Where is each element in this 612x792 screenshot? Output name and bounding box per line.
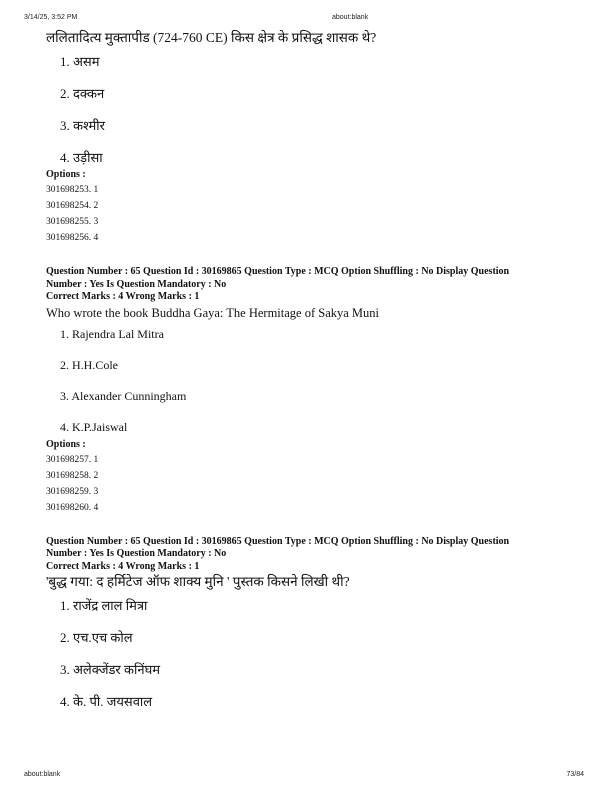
option-code: 301698254. 2: [46, 201, 99, 211]
option-3: 3. अलेक्जेंडर कनिंघम: [60, 662, 161, 677]
question-marks: Correct Marks : 4 Wrong Marks : 1: [46, 291, 200, 302]
option-code: 301698257. 1: [46, 454, 99, 465]
question-meta-line: Question Number : 65 Question Id : 30169865 Question Type : MCQ Option Shuffling : No Display Question: [46, 266, 510, 277]
option-code: 301698255. 3: [46, 217, 99, 227]
question-marks: Correct Marks : 4 Wrong Marks : 1: [46, 560, 200, 572]
option-2: 2. एच.एच कोल: [60, 630, 133, 645]
option-4: 4. K.P.Jaiswal: [60, 419, 128, 434]
option-1: 1. राजेंद्र लाल मित्रा: [60, 598, 148, 613]
question-meta-line: Question Number : 65 Question Id : 30169865 Question Type : MCQ Option Shuffling : No Display Question: [46, 535, 510, 547]
print-url: about:blank: [24, 771, 61, 778]
option-4: 4. के. पी. जयसवाल: [60, 694, 153, 709]
option-3: 3. कश्मीर: [60, 118, 105, 133]
option-1: 1. असम: [60, 54, 100, 69]
question-block-2: [46, 266, 586, 516]
option-2: 2. दक्कन: [60, 86, 105, 101]
question-text: 'बुद्ध गया: द हर्मिटेज ऑफ शाक्य मुनि ' पुस्तक किसने लिखी थी?: [46, 574, 350, 589]
option-3: 3. Alexander Cunningham: [60, 388, 187, 403]
question-block-1: [46, 29, 586, 246]
option-code: 301698260. 4: [46, 502, 99, 513]
document-body: [46, 29, 586, 710]
question-text: ललितादित्य मुक्तापीड (724-760 CE) किस क्षेत्र के प्रसिद्ध शासक थे?: [46, 30, 377, 45]
options-label: Options :: [46, 438, 86, 450]
print-datetime: 3/14/25, 3:52 PM: [24, 14, 78, 21]
option-2: 2. H.H.Cole: [60, 357, 118, 372]
option-code: 301698258. 2: [46, 470, 99, 481]
question-meta-line: Number : Yes Is Question Mandatory : No: [46, 278, 227, 290]
page-number: 73/84: [566, 771, 584, 778]
option-4: 4. उड़ीसा: [60, 150, 103, 165]
option-1: 1. Rajendra Lal Mitra: [60, 326, 164, 341]
question-text: Who wrote the book Buddha Gaya: The Hermitage of Sakya Muni: [46, 305, 380, 320]
question-block-3: [46, 536, 586, 711]
option-code: 301698256. 4: [46, 233, 99, 243]
options-label: Options :: [46, 169, 86, 180]
option-code: 301698259. 3: [46, 486, 99, 497]
question-meta-line: Number : Yes Is Question Mandatory : No: [46, 548, 227, 559]
option-code: 301698253. 1: [46, 185, 99, 195]
print-page-title: about:blank: [332, 14, 369, 21]
